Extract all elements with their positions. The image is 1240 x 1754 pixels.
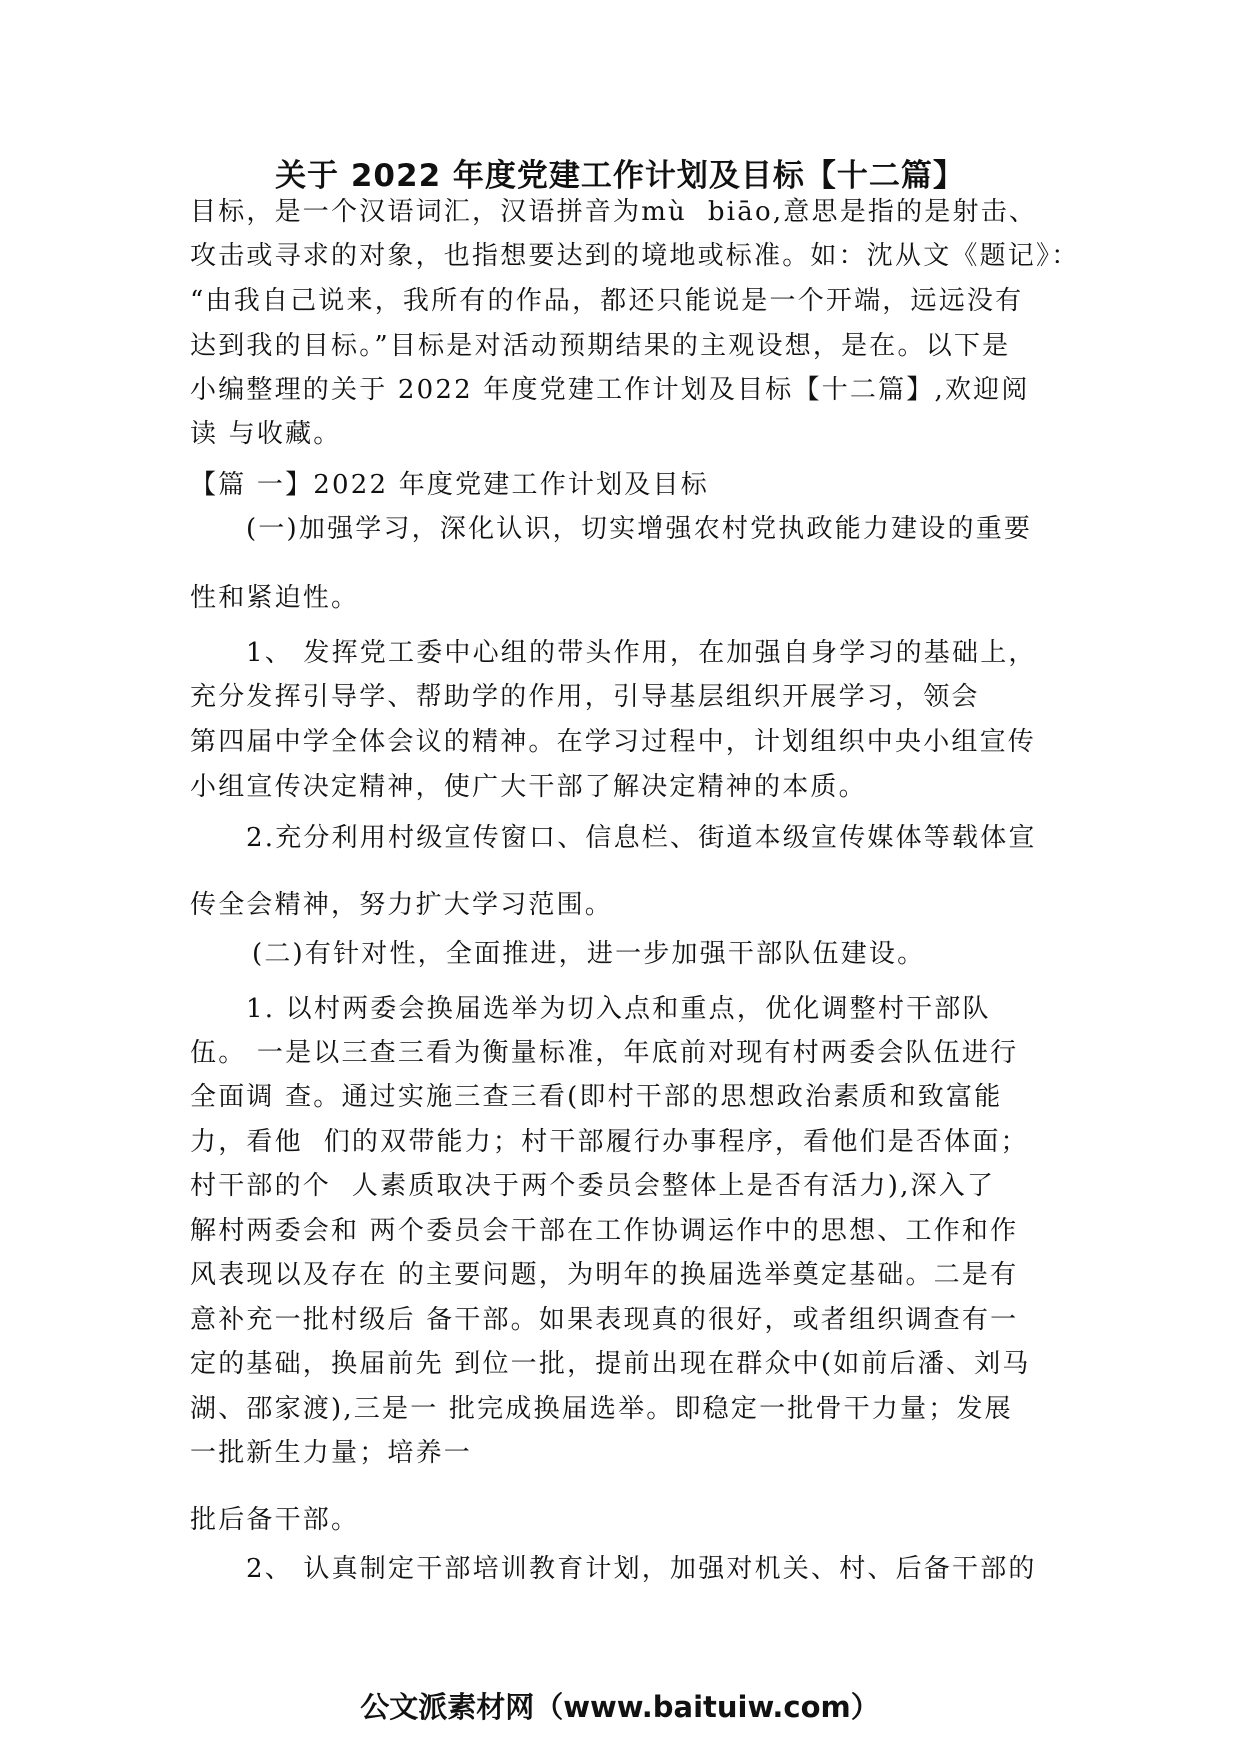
body-line: “由我自己说来，我所有的作品，都还只能说是一个开端，远远没有	[190, 286, 1024, 316]
body-line: (一)加强学习，深化认识，切实增强农村党执政能力建设的重要	[246, 514, 1033, 544]
body-line: 1、 发挥党工委中心组的带头作用，在加强自身学习的基础上，	[246, 638, 1037, 668]
document-title: 关于 2022 年度党建工作计划及目标【十二篇】	[275, 158, 965, 194]
body-line: 传全会精神，努力扩大学习范围。	[190, 890, 614, 920]
body-line: 小组宣传决定精神，使广大干部了解决定精神的本质。	[190, 772, 867, 802]
body-line: 性和紧迫性。	[190, 583, 360, 613]
body-line: 定的基础，换届前先 到位一批，提前出现在群众中(如前后潘、刘马	[190, 1349, 1031, 1379]
body-line: 小编整理的关于 2022 年度党建工作计划及目标【十二篇】,欢迎阅	[190, 375, 1030, 405]
body-line: 2.充分利用村级宣传窗口、信息栏、街道本级宣传媒体等载体宣	[246, 823, 1037, 853]
body-line: (二)有针对性，全面推进，进一步加强干部队伍建设。	[252, 939, 926, 969]
body-line: 解村两委会和 两个委员会干部在工作协调运作中的思想、工作和作	[190, 1216, 1019, 1246]
body-line: 读 与收藏。	[190, 419, 342, 449]
footer-watermark: 公文派素材网（www.baituiw.com）	[360, 1690, 880, 1724]
body-line: 湖、邵家渡),三是一 批完成换届选举。即稳定一批骨干力量；发展	[190, 1394, 1013, 1424]
body-line: 一批新生力量；培养一	[190, 1438, 473, 1468]
body-line: 村干部的个 人素质取决于两个委员会整体上是否有活力),深入了	[190, 1171, 996, 1201]
body-line: 全面调 查。通过实施三查三看(即村干部的思想政治素质和致富能	[190, 1082, 1003, 1112]
section-heading: 【篇 一】2022 年度党建工作计划及目标	[190, 470, 709, 500]
body-line: 充分发挥引导学、帮助学的作用，引导基层组织开展学习，领会	[190, 682, 980, 712]
body-line: 意补充一批村级后 备干部。如果表现真的很好，或者组织调查有一	[190, 1305, 1019, 1335]
body-line: 伍。 一是以三查三看为衡量标准，年底前对现有村两委会队伍进行	[190, 1038, 1019, 1068]
body-line: 目标，是一个汉语词汇，汉语拼音为mù biāo,意思是指的是射击、	[190, 197, 1038, 227]
body-line: 批后备干部。	[190, 1505, 360, 1535]
body-line: 第四届中学全体会议的精神。在学习过程中，计划组织中央小组宣传	[190, 727, 1037, 757]
body-line: 2、 认真制定干部培训教育计划，加强对机关、村、后备干部的	[246, 1554, 1037, 1584]
body-line: 力，看他 们的双带能力；村干部履行办事程序，看他们是否体面；	[190, 1127, 1029, 1157]
body-line: 攻击或寻求的对象，也指想要达到的境地或标准。如：沈从文《题记》：	[190, 241, 1080, 271]
body-line: 达到我的目标。”目标是对活动预期结果的主观设想，是在。以下是	[190, 331, 1011, 361]
body-line: 风表现以及存在 的主要问题，为明年的换届选举奠定基础。二是有	[190, 1260, 1019, 1290]
body-line: 1. 以村两委会换届选举为切入点和重点，优化调整村干部队	[246, 994, 991, 1024]
